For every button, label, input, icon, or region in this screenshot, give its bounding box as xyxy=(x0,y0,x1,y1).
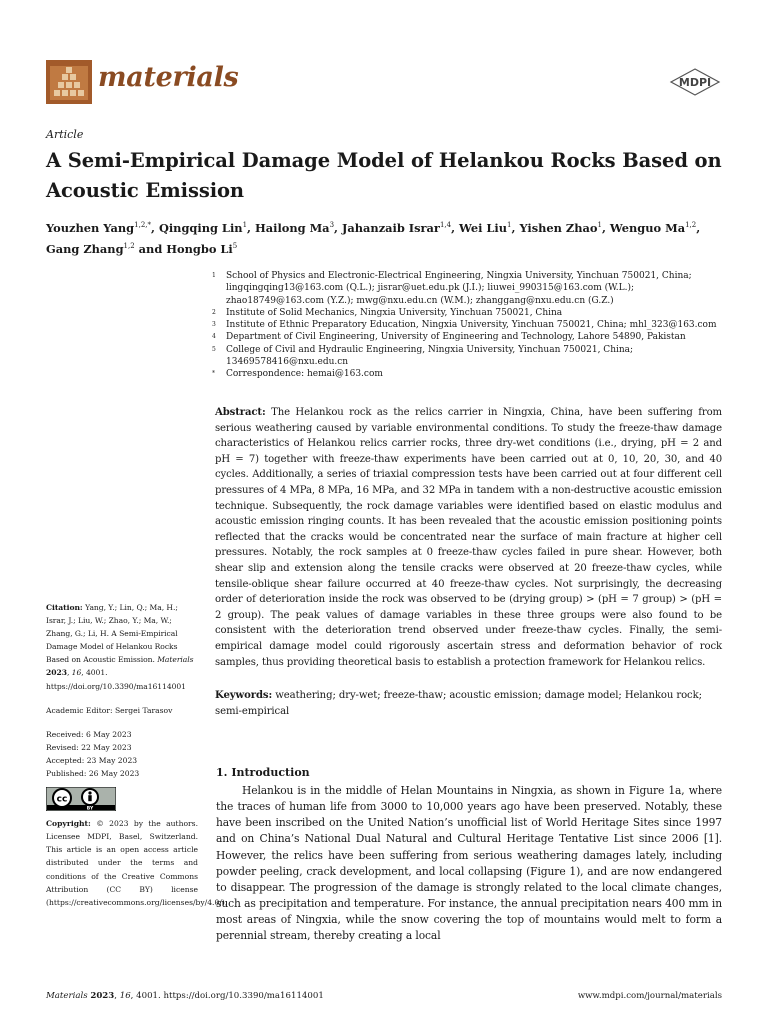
affiliation-item xyxy=(212,270,732,307)
affiliation-number: 1 xyxy=(212,272,216,279)
affiliation-text: Institute of Solid Mechanics, Ningxia University, Yinchuan 750021, China xyxy=(226,307,563,318)
affiliation-text: School of Physics and Electronic-Electrical Engineering, Ningxia University, Yinchuan 750021, China; lingqingqing13@163.com (Q.L.); jisrar@uet.edu.pk (J.I.); liuwei_990315@163.com (W.L.); zhao18749@163.com (Y.Z.); mwg@nxu.edu.cn (W.M.); zhanggang@nxu.edu.cn (G.Z.) xyxy=(226,271,692,306)
author-separator: , xyxy=(151,220,159,235)
mdpi-logo-icon[interactable] xyxy=(669,68,721,96)
cc-by-label: BY xyxy=(86,806,94,812)
affiliation-item xyxy=(212,307,732,319)
author-separator: , xyxy=(334,220,342,235)
author-name[interactable]: Gang Zhang xyxy=(46,241,124,256)
author-separator: and xyxy=(134,241,167,256)
author-name[interactable]: Hailong Ma xyxy=(254,220,330,235)
author-affiliation-marker: 1,2 xyxy=(123,241,135,250)
author-name[interactable]: Youzhen Yang xyxy=(46,220,135,235)
author-affiliation-marker: 1 xyxy=(507,221,512,229)
abstract-label: Abstract: xyxy=(215,407,266,418)
copyright-notice xyxy=(46,817,228,909)
accepted-date: Accepted: 23 May 2023 xyxy=(46,755,138,765)
author-name[interactable]: Wenguo Ma xyxy=(609,220,686,235)
section-heading-introduction: 1. Introduction xyxy=(216,766,310,779)
author-separator: , xyxy=(451,220,460,235)
introduction-text: Helankou is in the middle of Helan Mountains in Ningxia, as shown in Figure 1a, where the traces of human life from 3000 to 10,000 years ago have been preserved. Notably, these have been inscribed on the United Nation’s unofficial list of World Heritage Sites since 1997 and on China’s National Dual Natural and Cultural Heritage Tentative List since 2006 [1]. However, the relics have been suffering from serious weathering damages lately, including powder peeling, crack development, and local collapsing (Figure 1), and are now endangered to disappear. The progression of the damage is strongly related to the local climate changes, such as precipitation and temperature. For instance, the annual precipitation nears 400 mm in most areas of Ningxia, while the snow covering the top of mountains would melt to form a perennial stream, thereby creating a local xyxy=(216,784,722,943)
footer-journal: Materials xyxy=(46,991,88,1001)
copyright-label: Copyright: xyxy=(46,819,91,829)
footer-citation: Materials 2023, 16, 4001. https://doi.org/10.3390/ma16114001 xyxy=(46,991,324,1001)
keywords-label: Keywords: xyxy=(215,690,273,701)
citation: Citation: Yang, Y.; Lin, Q.; Ma, H.; Israr, J.; Liu, W.; Zhao, Y.; Ma, W.; Zhang, G.; Li, H. A Semi-Empirical Damage Model of Helankou Rocks Based on Acoustic Emission. Materials 2023, 16, 4001. https://doi.org/10.3390/ma16114001 xyxy=(46,603,194,691)
author-affiliation-marker: 5 xyxy=(232,241,238,250)
affiliation-item xyxy=(212,331,732,343)
author-name[interactable]: Jahanzaib Israr xyxy=(341,220,440,235)
publication-dates xyxy=(46,728,198,780)
author-separator: , xyxy=(247,220,255,235)
materials-logo-icon xyxy=(46,60,92,104)
journal-name: materials xyxy=(98,62,239,93)
author-affiliation-marker: 3 xyxy=(329,221,335,229)
author-affiliation-marker: 1 xyxy=(242,221,248,229)
author-name[interactable]: Wei Liu xyxy=(459,220,508,235)
affiliation-text: Institute of Ethnic Preparatory Education, Ningxia University, Yinchuan 750021, China; mhl_323@163.com xyxy=(226,320,717,331)
footer-volume: 16 xyxy=(119,991,131,1001)
sidebar xyxy=(46,601,228,909)
citation-label: Citation: xyxy=(46,603,83,612)
citation-journal: Materials xyxy=(157,655,194,665)
author-name[interactable]: Yishen Zhao xyxy=(519,220,598,235)
citation-text: Yang, Y.; Lin, Q.; Ma, H.; Israr, J.; Liu, W.; Zhao, Y.; Ma, W.; Zhang, G.; Li, H. A Semi-Empirical Damage Model of Helankou Rocks Based on Acoustic Emission. xyxy=(46,603,178,665)
affiliation-number: 2 xyxy=(212,308,216,316)
keywords-text: weathering; dry-wet; freeze-thaw; acoustic emission; damage model; Helankou rock; semi-empirical xyxy=(215,690,702,717)
published-date: Published: 26 May 2023 xyxy=(46,769,140,779)
author-separator: , xyxy=(601,220,610,235)
citation-doi[interactable]: , 4001. https://doi.org/10.3390/ma16114001 xyxy=(46,668,186,691)
revised-date: Revised: 22 May 2023 xyxy=(46,742,132,752)
author-separator: , xyxy=(511,220,520,235)
author-name[interactable]: Hongbo Li xyxy=(166,241,233,256)
article-title: A Semi-Empirical Damage Model of Helankou Rocks Based on Acoustic Emission xyxy=(46,149,722,202)
affiliation-item xyxy=(212,319,732,331)
affiliation-text: College of Civil and Hydraulic Engineering, Ningxia University, Yinchuan 750021, China; 13469578416@nxu.edu.cn xyxy=(226,344,634,368)
article-type: Article xyxy=(46,128,84,141)
svg-text:cc: cc xyxy=(56,794,68,805)
footer-doi[interactable]: , 4001. https://doi.org/10.3390/ma16114001 xyxy=(130,991,324,1001)
affiliation-text: Department of Civil Engineering, University of Engineering and Technology, Lahore 54890, Pakistan xyxy=(226,332,686,343)
received-date: Received: 6 May 2023 xyxy=(46,729,132,739)
footer-year: 2023 xyxy=(90,991,115,1001)
affiliation-number: * xyxy=(212,370,215,378)
author-affiliation-marker: 1,2 xyxy=(685,221,697,229)
author-affiliation-marker: 1,4 xyxy=(439,221,452,229)
footer-journal-url[interactable]: www.mdpi.com/journal/materials xyxy=(577,991,722,1001)
author-affiliation-marker: 1,2,* xyxy=(134,221,151,229)
affiliation-number: 3 xyxy=(212,321,216,329)
author-list xyxy=(46,216,736,258)
academic-editor: Academic Editor: Sergei Tarasov xyxy=(46,705,173,715)
author-name[interactable]: Qingqing Lin xyxy=(158,220,243,235)
affiliation-number: 4 xyxy=(212,333,216,341)
abstract xyxy=(215,405,722,670)
keywords xyxy=(215,688,722,719)
cc-by-license-icon[interactable] xyxy=(46,787,116,811)
affiliation-item xyxy=(212,344,732,369)
affiliation-number: 5 xyxy=(212,345,216,353)
affiliation-text: Correspondence: hemai@163.com xyxy=(226,369,383,380)
citation-volume: 16 xyxy=(71,668,82,678)
author-separator: , xyxy=(696,220,701,235)
author-affiliation-marker: 1 xyxy=(597,221,602,229)
copyright-text: © 2023 by the authors. Licensee MDPI, Basel, Switzerland. This article is an open access article distributed under the terms and conditions of the Creative Commons Attribution (CC BY) license (https://creativecommons.org/licenses/by/4.0/). xyxy=(46,819,228,907)
affiliation-item xyxy=(212,368,732,380)
citation-year: 2023 xyxy=(46,668,67,678)
affiliations xyxy=(212,270,732,381)
abstract-text: The Helankou rock as the relics carrier in Ningxia, China, have been suffering from serious weathering caused by variable environmental conditions. To study the freeze-thaw damage characteristics of Helankou relics carrier rocks, three dry-wet conditions (i.e., drying, pH = 2 and pH = 7) together with freeze-thaw experiments have been carried out at 0, 10, 20, 30, and 40 cycles. Additionally, a series of triaxial compression tests have been carried out at four different cell pressures of 4 MPa, 8 MPa, 16 MPa, and 32 MPa in tandem with a non-destructive acoustic emission technique. Subsequently, the rock damage variables were identified based on elastic modulus and acoustic emission ringing counts. It has been revealed that the acoustic emission positioning points reflected that the cracks would be concentrated near the surface of main fracture at higher cell pressures. Notably, the rock samples at 0 freeze-thaw cycles failed in pure shear. However, both shear slip and extension along the tensile cracks were observed at 20 freeze-thaw cycles, while tensile-oblique shear failure occurred at 40 freeze-thaw cycles. Not surprisingly, the decreasing order of deterioration inside the rock was observed to be (drying group) > (pH = 7 group) > (pH = 2 group). The peak values of damage variables in these three groups were also found to be consistent with the deterioration trend observed under freeze-thaw cycles. Finally, the semi-empirical damage model could rigorously ascertain stress and deformation behavior of rock samples, thus providing theoretical basis to establish a protection framework for Helankou relics. xyxy=(215,407,723,668)
publisher-name: MDPI xyxy=(678,76,712,89)
